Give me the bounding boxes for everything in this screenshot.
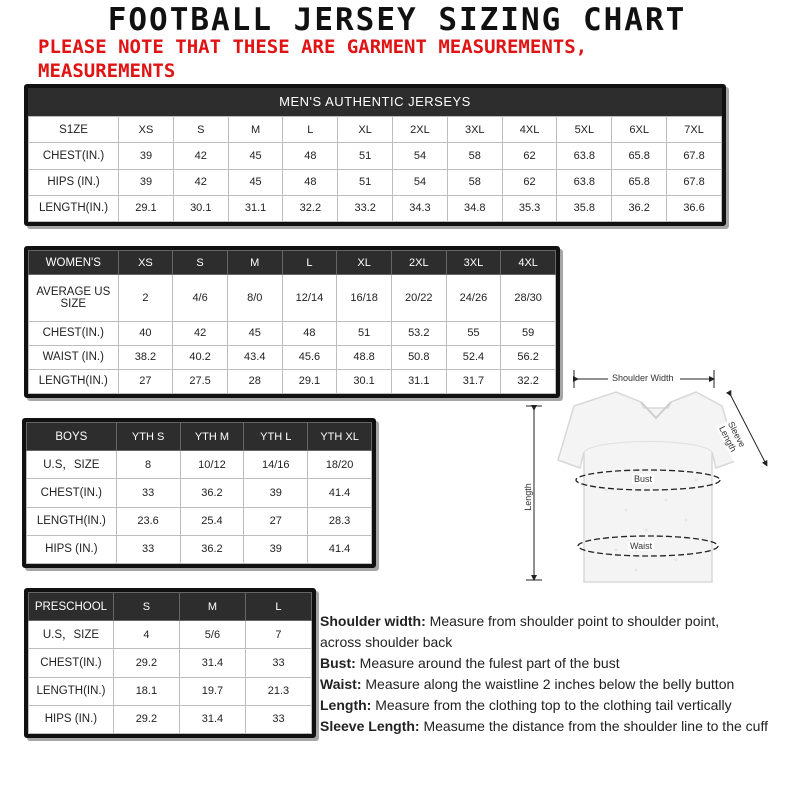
table-cell: 31.1 <box>228 195 283 221</box>
table-cell: 35.3 <box>502 195 557 221</box>
measurement-label-cell: LENGTH(IN.) <box>29 677 114 705</box>
table-cell: 12/14 <box>282 275 337 321</box>
instruction-term: Sleeve Length: <box>320 718 420 734</box>
table-cell: 56.2 <box>501 345 556 369</box>
table-cell: 67.8 <box>667 169 722 195</box>
table-cell: 2 <box>118 275 173 321</box>
table-cell: 48.8 <box>337 345 392 369</box>
mens-data-row <box>29 143 722 169</box>
size-header-cell: 2XL <box>393 117 448 143</box>
size-header-cell: L <box>283 117 338 143</box>
size-header-cell: S <box>173 251 228 275</box>
jersey-illustration <box>516 360 794 610</box>
size-header-cell: XL <box>338 117 393 143</box>
table-cell: 32.2 <box>283 195 338 221</box>
table-cell: 29.1 <box>282 369 337 393</box>
size-header-cell: 5XL <box>557 117 612 143</box>
length-instruction <box>320 695 790 716</box>
table-cell: 40 <box>118 321 173 345</box>
instruction-text: Measure from shoulder point to shoulder point, <box>429 613 720 629</box>
page-title: FOOTBALL JERSEY SIZING CHART <box>107 2 687 38</box>
table-cell: 31.4 <box>179 705 245 733</box>
table-cell: 19.7 <box>179 677 245 705</box>
instruction-text: Measure along the waistline 2 inches below the belly button <box>365 676 735 692</box>
size-header-cell: M <box>179 593 245 621</box>
womens-data-row <box>29 345 556 369</box>
table-cell: 28.3 <box>308 507 372 535</box>
instruction-text: Measure from the clothing top to the clothing tail vertically <box>375 697 732 713</box>
table-cell: 34.8 <box>447 195 502 221</box>
measurement-label-cell: HIPS (IN.) <box>27 535 117 563</box>
table-cell: 10/12 <box>180 451 244 479</box>
table-cell: 29.1 <box>119 195 174 221</box>
table-cell: 33 <box>116 479 180 507</box>
sleeve-length-instruction <box>320 716 790 737</box>
table-cell: 29.2 <box>113 649 179 677</box>
size-header-cell: 6XL <box>612 117 667 143</box>
table-cell: 58 <box>447 169 502 195</box>
instruction-term: Bust: <box>320 655 356 671</box>
measurement-label-cell: LENGTH(IN.) <box>27 507 117 535</box>
size-header-cell: 7XL <box>667 117 722 143</box>
size-header-cell: YTH S <box>116 423 180 451</box>
table-cell: 36.2 <box>180 479 244 507</box>
size-header-cell: 3XL <box>446 251 501 275</box>
table-cell: 20/22 <box>391 275 446 321</box>
instruction-text: Measume the distance from the shoulder line to the cuff <box>423 718 768 734</box>
table-cell: 33 <box>245 705 311 733</box>
waist-label: Waist <box>630 541 653 551</box>
table-cell: 42 <box>173 169 228 195</box>
table-cell: 54 <box>393 169 448 195</box>
table-cell: 34.3 <box>393 195 448 221</box>
boys-size-table <box>22 418 376 568</box>
table-cell: 62 <box>502 143 557 169</box>
table-cell: 39 <box>119 169 174 195</box>
table-cell: 63.8 <box>557 143 612 169</box>
table-cell: 4/6 <box>173 275 228 321</box>
table-cell: 5/6 <box>179 621 245 649</box>
table-cell: 65.8 <box>612 169 667 195</box>
table-cell: 59 <box>501 321 556 345</box>
table-cell: 51 <box>337 321 392 345</box>
womens-data-row <box>29 369 556 393</box>
table-cell: 27.5 <box>173 369 228 393</box>
table-cell: 43.4 <box>227 345 282 369</box>
mens-data-row <box>29 195 722 221</box>
size-header-cell: 2XL <box>391 251 446 275</box>
table-cell: 48 <box>283 143 338 169</box>
table-cell: 48 <box>283 169 338 195</box>
table-cell: 45 <box>227 321 282 345</box>
table-cell: 30.1 <box>173 195 228 221</box>
measurement-label-cell: LENGTH(IN.) <box>29 369 119 393</box>
table-cell: 27 <box>244 507 308 535</box>
table-cell: 45.6 <box>282 345 337 369</box>
table-cell: 67.8 <box>667 143 722 169</box>
table-cell: 42 <box>173 143 228 169</box>
mens-table-grid <box>28 116 722 222</box>
jersey-measurement-diagram <box>516 360 794 610</box>
table-cell: 39 <box>119 143 174 169</box>
boys-data-row <box>27 507 372 535</box>
size-header-cell: XS <box>119 117 174 143</box>
bust-label: Bust <box>634 474 653 484</box>
size-header-cell: S <box>173 117 228 143</box>
size-header-cell: S <box>113 593 179 621</box>
measurement-label-cell: CHEST(IN.) <box>29 649 114 677</box>
instruction-text: Measure around the fulest part of the bust <box>359 655 620 671</box>
mens-header-row <box>29 117 722 143</box>
table-title-cell: BOYS <box>27 423 117 451</box>
measurement-label-cell: CHEST(IN.) <box>29 321 119 345</box>
table-cell: 18.1 <box>113 677 179 705</box>
preschool-data-row <box>29 705 312 733</box>
womens-table-grid <box>28 250 556 394</box>
shoulder-width-label: Shoulder Width <box>612 373 674 383</box>
table-cell: 18/20 <box>308 451 372 479</box>
table-cell: 55 <box>446 321 501 345</box>
measurement-label-cell: AVERAGE US SIZE <box>29 275 119 321</box>
boys-data-row <box>27 451 372 479</box>
table-cell: 33 <box>245 649 311 677</box>
table-cell: 51 <box>338 169 393 195</box>
size-header-cell: YTH L <box>244 423 308 451</box>
boys-data-row <box>27 535 372 563</box>
table-cell: 41.4 <box>308 479 372 507</box>
table-cell: 40.2 <box>173 345 228 369</box>
preschool-data-row <box>29 621 312 649</box>
table-cell: 58 <box>447 143 502 169</box>
measurement-label-cell: WAIST (IN.) <box>29 345 119 369</box>
size-header-cell: M <box>227 251 282 275</box>
table-cell: 45 <box>228 169 283 195</box>
table-cell: 41.4 <box>308 535 372 563</box>
table-title-cell: PRESCHOOL <box>29 593 114 621</box>
table-cell: 36.6 <box>667 195 722 221</box>
table-cell: 54 <box>393 143 448 169</box>
measurement-label-cell: HIPS (IN.) <box>29 169 119 195</box>
table-cell: 31.1 <box>391 369 446 393</box>
instruction-term: Length: <box>320 697 372 713</box>
table-cell: 24/26 <box>446 275 501 321</box>
preschool-table-grid <box>28 592 312 734</box>
table-cell: 48 <box>282 321 337 345</box>
preschool-size-table <box>24 588 316 738</box>
size-header-cell: L <box>245 593 311 621</box>
table-cell: 21.3 <box>245 677 311 705</box>
table-cell: 29.2 <box>113 705 179 733</box>
table-cell: 7 <box>245 621 311 649</box>
size-header-cell: XL <box>337 251 392 275</box>
table-cell: 39 <box>244 535 308 563</box>
garment-note-line1: PLEASE NOTE THAT THESE ARE GARMENT MEASUREMENTS, <box>38 36 588 58</box>
measurement-label-cell: LENGTH(IN.) <box>29 195 119 221</box>
size-header-cell: L <box>282 251 337 275</box>
table-cell: 16/18 <box>337 275 392 321</box>
size-header-cell: XS <box>118 251 173 275</box>
table-cell: 52.4 <box>446 345 501 369</box>
measurement-label-cell: HIPS (IN.) <box>29 705 114 733</box>
preschool-data-row <box>29 677 312 705</box>
instruction-term: Waist: <box>320 676 362 692</box>
table-cell: 36.2 <box>180 535 244 563</box>
table-cell: 28/30 <box>501 275 556 321</box>
table-cell: 14/16 <box>244 451 308 479</box>
table-cell: 36.2 <box>612 195 667 221</box>
shoulder-width-instruction <box>320 611 790 632</box>
table-cell: 38.2 <box>118 345 173 369</box>
size-header-cell: YTH M <box>180 423 244 451</box>
measurement-label-cell: U.S，SIZE <box>29 621 114 649</box>
table-cell: 31.4 <box>179 649 245 677</box>
bust-instruction <box>320 653 790 674</box>
table-cell: 51 <box>338 143 393 169</box>
table-title-cell: WOMEN'S <box>29 251 119 275</box>
table-cell: 27 <box>118 369 173 393</box>
size-header-cell: 4XL <box>501 251 556 275</box>
table-cell: 31.7 <box>446 369 501 393</box>
boys-table-grid <box>26 422 372 564</box>
shoulder-width-instruction-cont <box>320 632 790 653</box>
womens-data-row <box>29 321 556 345</box>
size-header-cell: 3XL <box>447 117 502 143</box>
table-cell: 32.2 <box>501 369 556 393</box>
table-cell: 42 <box>173 321 228 345</box>
mens-table-caption: MEN'S AUTHENTIC JERSEYS <box>28 88 722 116</box>
table-cell: 45 <box>228 143 283 169</box>
womens-size-table <box>24 246 560 398</box>
instruction-term: Shoulder width: <box>320 613 426 629</box>
table-cell: 30.1 <box>337 369 392 393</box>
size-header-cell: 4XL <box>502 117 557 143</box>
womens-header-row <box>29 251 556 275</box>
table-title-cell: S1ZE <box>29 117 119 143</box>
mens-size-table <box>24 84 726 226</box>
sleeve-length-label: Sleeve Length <box>716 418 761 481</box>
size-header-cell: YTH XL <box>308 423 372 451</box>
table-cell: 25.4 <box>180 507 244 535</box>
length-label: Length <box>522 483 533 511</box>
measurement-label-cell: CHEST(IN.) <box>29 143 119 169</box>
table-cell: 63.8 <box>557 169 612 195</box>
garment-note-line2: MEASUREMENTS <box>38 60 176 82</box>
table-cell: 50.8 <box>391 345 446 369</box>
mens-data-row <box>29 169 722 195</box>
size-header-cell: M <box>228 117 283 143</box>
table-cell: 62 <box>502 169 557 195</box>
table-cell: 39 <box>244 479 308 507</box>
table-cell: 4 <box>113 621 179 649</box>
instruction-text: across shoulder back <box>320 634 453 650</box>
preschool-header-row <box>29 593 312 621</box>
table-cell: 65.8 <box>612 143 667 169</box>
table-cell: 8 <box>116 451 180 479</box>
waist-instruction <box>320 674 790 695</box>
measurement-label-cell: U.S，SIZE <box>27 451 117 479</box>
table-cell: 35.8 <box>557 195 612 221</box>
table-cell: 53.2 <box>391 321 446 345</box>
table-cell: 33.2 <box>338 195 393 221</box>
table-cell: 8/0 <box>227 275 282 321</box>
womens-data-row <box>29 275 556 321</box>
table-cell: 28 <box>227 369 282 393</box>
table-cell: 23.6 <box>116 507 180 535</box>
preschool-data-row <box>29 649 312 677</box>
boys-data-row <box>27 479 372 507</box>
boys-header-row <box>27 423 372 451</box>
table-cell: 33 <box>116 535 180 563</box>
measurement-instructions <box>320 611 790 737</box>
measurement-label-cell: CHEST(IN.) <box>27 479 117 507</box>
